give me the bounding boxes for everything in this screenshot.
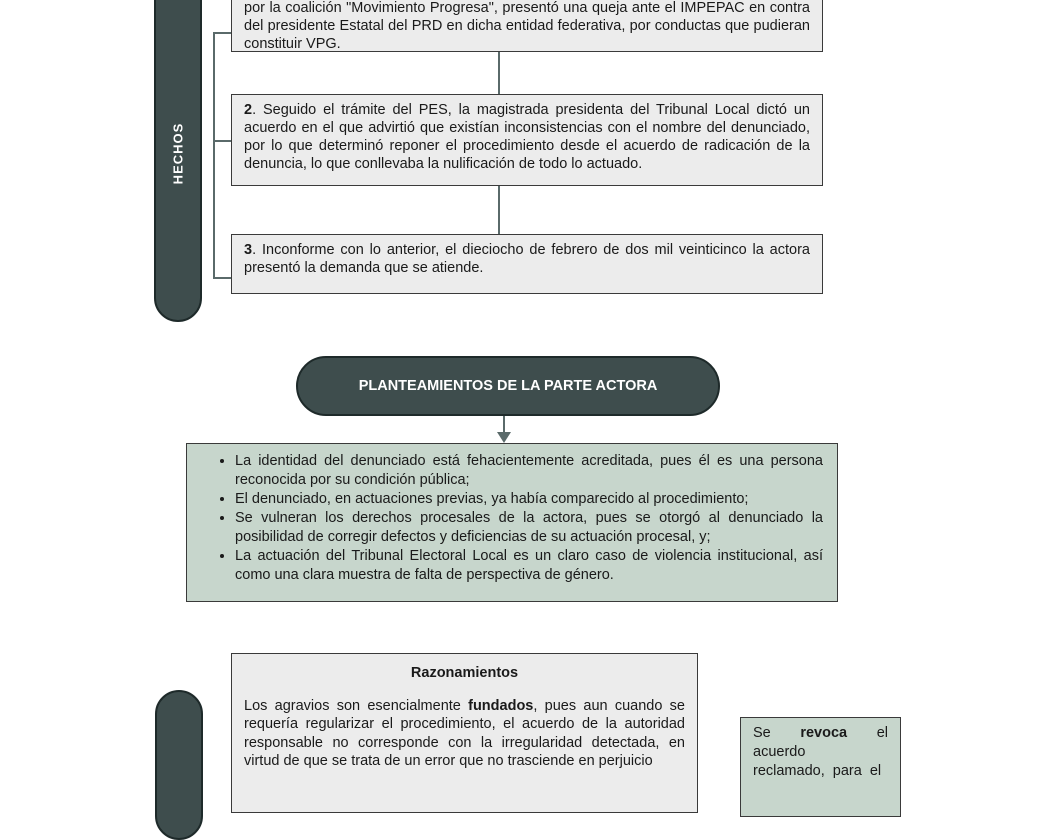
hecho-2-number: 2 (244, 102, 253, 118)
planteamientos-title-pill (296, 356, 720, 416)
resultado-first-line (753, 724, 888, 743)
hechos-bracket-vertical (213, 32, 215, 278)
hechos-label-text: HECHOS (170, 122, 186, 185)
planteamientos-arrow-head (497, 432, 511, 443)
planteamiento-item: • Se vulneran los derechos procesales de la actora, pues se otorgó al denunciado la posibilidad de corregir defectos y deficiencias de su actuación procesal, y; (235, 509, 823, 547)
hecho-1-text: por la coalición "Movimiento Progresa", presentó una queja ante el IMPEPAC en contra del presidente Estatal del PRD en dicha entidad federativa, por conductas que pudieran constituir VPG. (244, 0, 810, 52)
hecho-box-2 (231, 94, 823, 186)
hecho-3-text: . Inconforme con lo anterior, el dieciocho de febrero de dos mil veinticinco la actora presentó la demanda que se atiende. (244, 242, 810, 276)
resultado-rest: acuerdo reclamado, para el (753, 744, 882, 779)
hechos-bracket-top (213, 32, 232, 34)
hechos-link-2-3 (498, 186, 500, 234)
planteamientos-title: PLANTEAMIENTOS DE LA PARTE ACTORA (358, 378, 658, 394)
hecho-2-text: . Seguido el trámite del PES, la magistrada presidenta del Tribunal Local dictó un acuerdo en el que advirtió que existían inconsistencias con el nombre del denunciado, por lo que determinó reponer el procedimiento desde el acuerdo de radicación de la denuncia, lo que conllevaba la nulificación de todo lo actuado. (244, 102, 810, 172)
planteamientos-list (201, 452, 823, 585)
hecho-3-number: 3 (244, 242, 253, 258)
resultado-bold: revoca (800, 725, 848, 741)
hechos-bracket-middle (213, 140, 232, 142)
hecho-box-3 (231, 234, 823, 294)
planteamiento-item: • La actuación del Tribunal Electoral Local es un claro caso de violencia institucional, así como una clara muestra de falta de perspectiva de género. (235, 547, 823, 585)
razonamientos-section-pill (155, 690, 203, 840)
razonamientos-text-after: , pues aun cuando se requería regularizar el procedimiento, el acuerdo de la autoridad responsable no corresponde con la irregularidad detectada, en virtud de que se trata de un error que no trasciende en perjuicio (244, 697, 685, 769)
razonamientos-box (231, 653, 698, 813)
hechos-link-1-2 (498, 52, 500, 94)
razonamientos-bold: fundados (468, 697, 534, 714)
resultado-box (740, 717, 901, 817)
hechos-bracket-bottom (213, 277, 232, 279)
razonamientos-title: Razonamientos (410, 665, 519, 681)
planteamiento-item: • El denunciado, en actuaciones previas, ya había comparecido al procedimiento; (235, 490, 823, 509)
razonamientos-text-before: Los agravios son esencialmente (244, 697, 469, 714)
razonamientos-body (244, 697, 685, 771)
planteamiento-item: • La identidad del denunciado está fehacientemente acreditada, pues él es una persona reconocida por su condición pública; (235, 452, 823, 490)
resultado-el: el (876, 725, 888, 741)
hecho-box-1 (231, 0, 823, 52)
resultado-text-before: Se (753, 725, 771, 741)
planteamientos-list-box (186, 443, 838, 602)
